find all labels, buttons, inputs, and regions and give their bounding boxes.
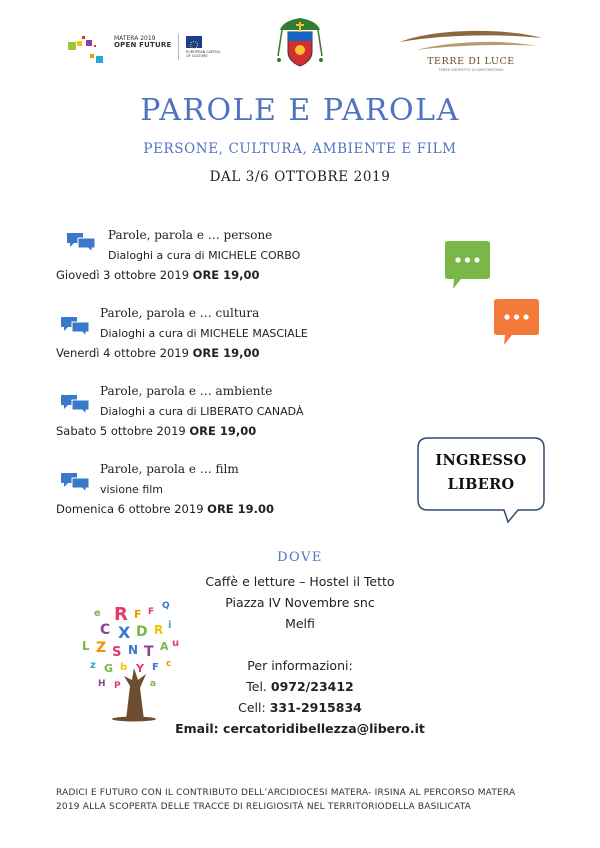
cell-label: Cell: (238, 700, 266, 715)
speech-bubble-green-icon (443, 240, 491, 290)
cell-line (170, 700, 430, 715)
event-item-persone (56, 228, 356, 284)
svg-text:c: c (166, 659, 172, 669)
cell-number: 331-2915834 (269, 700, 362, 715)
event-time: ORE 19.00 (207, 502, 275, 516)
letter-tree-illustration (74, 598, 194, 722)
event-date (56, 346, 259, 360)
event-subtitle: Dialoghi a cura di MICHELE MASCIALE (100, 327, 308, 340)
event-item-ambiente (56, 384, 356, 440)
svg-text:N: N (128, 643, 139, 657)
svg-text:Z: Z (96, 640, 107, 656)
event-date-text: Sabato 5 ottobre 2019 (56, 424, 186, 438)
svg-text:H: H (98, 679, 106, 689)
svg-text:P: P (114, 681, 121, 691)
event-date (56, 268, 260, 282)
event-subtitle: visione film (100, 483, 164, 496)
event-subtitle: Dialoghi a cura di LIBERATO CANADÀ (100, 405, 304, 418)
svg-text:A: A (160, 640, 169, 653)
ingresso-line2: LIBERO (447, 476, 515, 493)
footer-line2: 2019 ALLA SCOPERTA DELLE TRACCE DI RELIGIOSITÀ NEL TERRITORIODELLA BASILICATA (56, 802, 471, 812)
info-label: Per informazioni: (247, 658, 353, 673)
svg-text:e: e (94, 608, 101, 619)
svg-text:D: D (136, 624, 148, 640)
svg-text:L: L (82, 639, 90, 653)
chat-bubbles-icon (60, 315, 90, 337)
svg-text:z: z (90, 660, 96, 671)
svg-text:G: G (104, 662, 114, 675)
event-date-text: Domenica 6 ottobre 2019 (56, 502, 204, 516)
email-link[interactable]: Email: cercatoridibellezza@libero.it (175, 721, 425, 736)
venue-address: Piazza IV Novembre snc (225, 595, 375, 610)
event-date (56, 502, 274, 516)
page-subtitle: PERSONE, CULTURA, AMBIENTE E FILM (143, 141, 457, 157)
terre-logo-name: TERRE DI LUCE (427, 56, 515, 67)
svg-text:i: i (168, 620, 172, 631)
phone-line (170, 679, 430, 694)
ingresso-libero-callout (418, 438, 544, 510)
event-title: Parole, parola e … cultura (100, 306, 260, 320)
eu-capital-text: EUROPEAN CAPITAL OF CULTURE (186, 50, 221, 58)
svg-text:C: C (100, 622, 111, 638)
event-item-film (56, 462, 356, 518)
speech-bubble-orange-icon (492, 298, 540, 346)
svg-text:u: u (172, 638, 180, 649)
event-date-text: Venerdì 4 ottobre 2019 (56, 346, 189, 360)
event-date-text: Giovedì 3 ottobre 2019 (56, 268, 190, 282)
svg-text:R: R (114, 604, 128, 625)
chat-bubbles-icon (66, 231, 96, 253)
event-time: ORE 19,00 (189, 424, 257, 438)
terre-logo-swoosh-icon (396, 28, 546, 56)
venue-name: Caffè e letture – Hostel il Tetto (205, 574, 395, 589)
eu-flag-icon (186, 36, 202, 48)
event-time: ORE 19,00 (192, 346, 260, 360)
svg-text:X: X (118, 623, 131, 642)
svg-text:Q: Q (162, 601, 170, 611)
matera-logo-icon (66, 32, 112, 70)
svg-text:T: T (144, 644, 154, 660)
bishop-crest-icon (274, 16, 326, 74)
phone-label: Tel. (246, 679, 267, 694)
svg-text:Y: Y (136, 662, 144, 675)
svg-text:F: F (148, 607, 155, 617)
footer-line1: RADICI E FUTURO CON IL CONTRIBUTO DELL’ARCIDIOCESI MATERA- IRSINA AL PERCORSO MATERA (56, 788, 516, 798)
chat-bubbles-icon (60, 471, 90, 493)
svg-text:a: a (150, 679, 157, 689)
matera-logo-text: MATERA 2019 OPEN FUTURE (114, 35, 172, 49)
terre-logo-tagline: TERRE DISTRETTO DI SANT'ANTONIO (438, 68, 504, 72)
page-title: PAROLE E PAROLA (140, 93, 460, 128)
event-date (56, 424, 256, 438)
event-time: ORE 19,00 (192, 268, 260, 282)
logo-divider (178, 34, 179, 60)
chat-bubbles-icon (60, 393, 90, 415)
svg-text:R: R (154, 623, 164, 637)
venue-city: Melfi (285, 616, 315, 631)
ingresso-line1: INGRESSO (435, 452, 527, 469)
event-title: Parole, parola e … persone (108, 228, 273, 242)
matera-2019-logo (66, 32, 226, 70)
event-title: Parole, parola e … ambiente (100, 384, 273, 398)
svg-text:b: b (120, 662, 128, 673)
svg-text:S: S (112, 645, 122, 660)
event-subtitle: Dialoghi a cura di MICHELE CORBO (108, 249, 301, 262)
dove-heading: DOVE (277, 550, 323, 565)
event-item-cultura (56, 306, 356, 362)
svg-text:F: F (152, 662, 159, 673)
event-dates: DAL 3/6 OTTOBRE 2019 (209, 169, 391, 185)
event-title: Parole, parola e … film (100, 462, 239, 476)
terre-di-luce-logo (396, 28, 546, 78)
svg-text:F: F (134, 608, 142, 621)
phone-number: 0972/23412 (270, 679, 354, 694)
footer-note (56, 786, 556, 814)
